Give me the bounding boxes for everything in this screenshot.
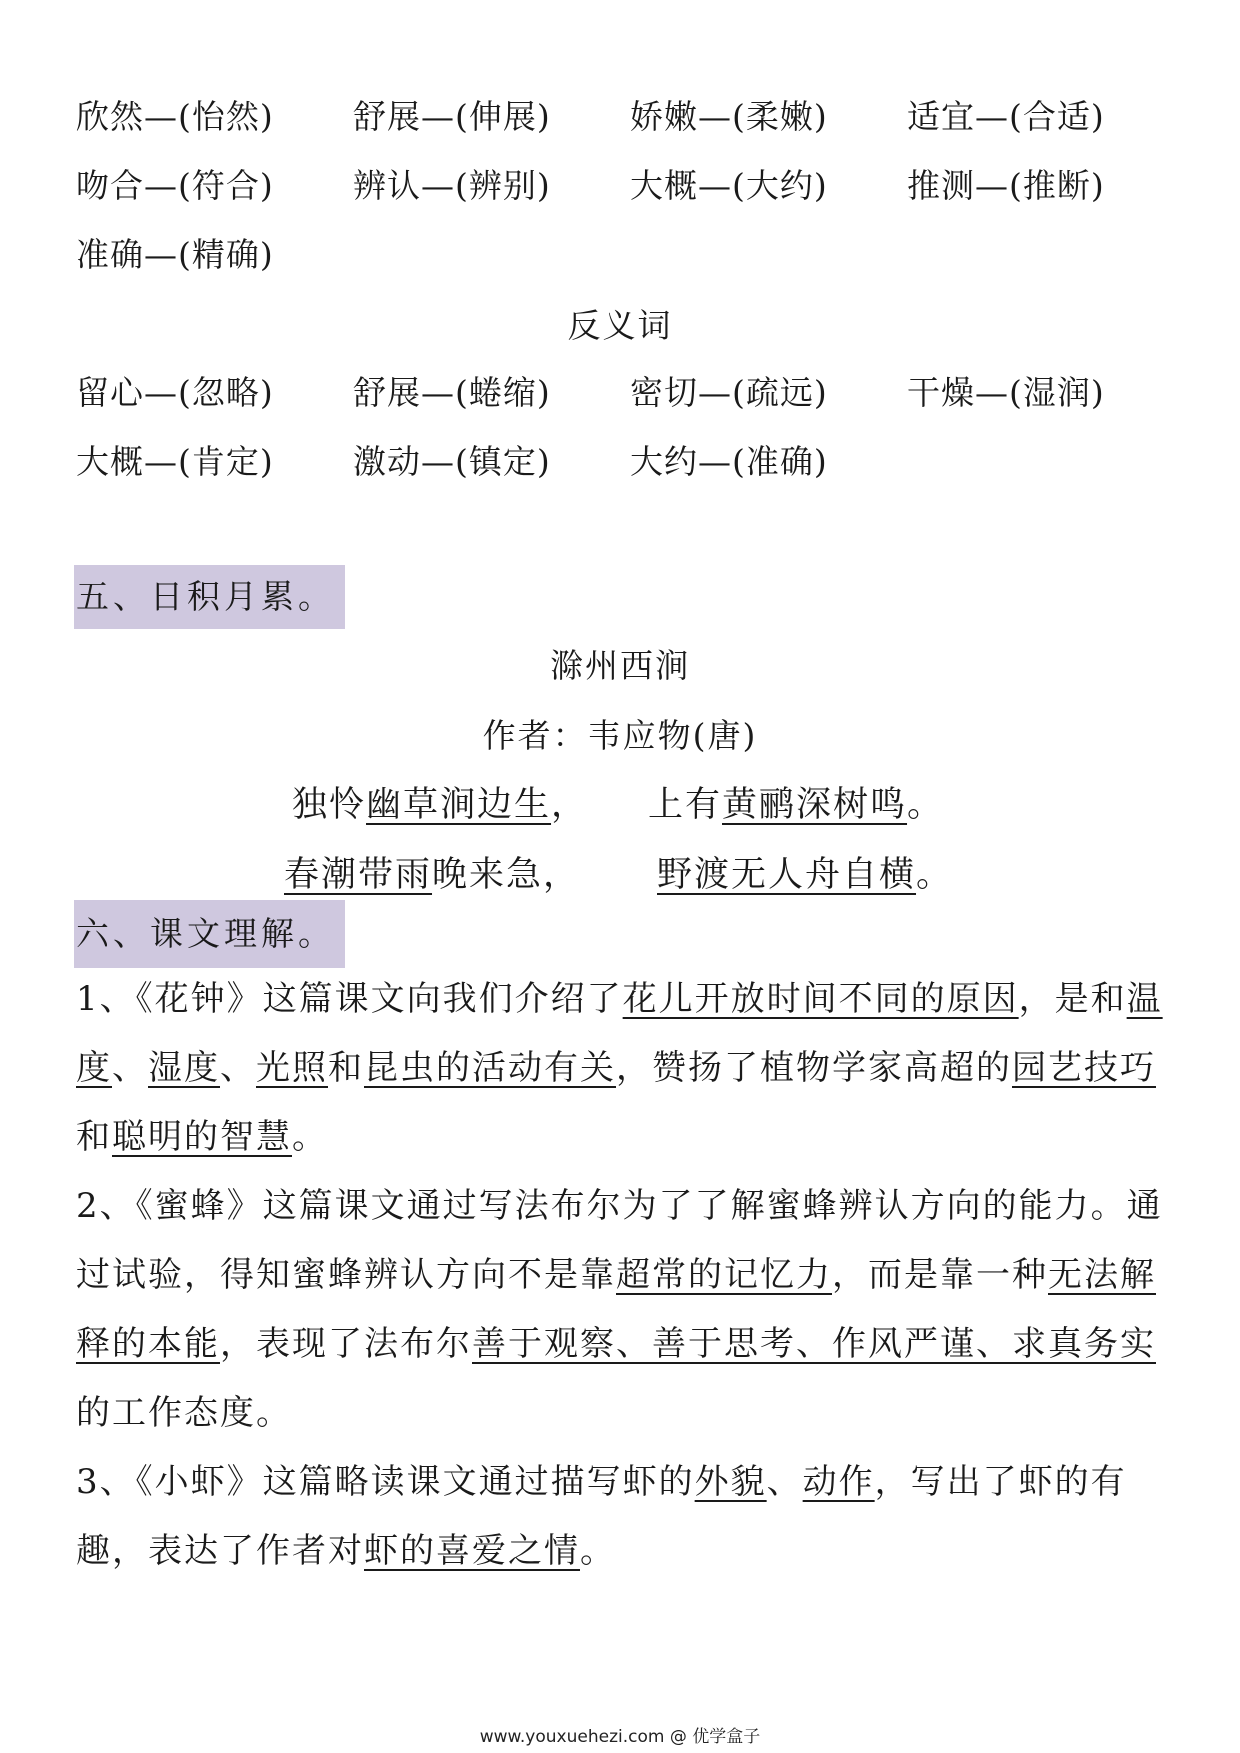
para-underlined: 温度	[76, 979, 1163, 1088]
section-5-heading: 五、日积月累。	[74, 565, 345, 629]
para-underlined: 光照	[256, 1048, 328, 1088]
para-underlined: 虾的喜爱之情	[364, 1531, 580, 1571]
poem-text: 独怜	[292, 785, 367, 825]
synonym-pair: 推测—(推断)	[907, 166, 1105, 205]
para-underlined: 花儿开放时间不同的原因	[622, 979, 1019, 1019]
para-text: ，而是靠一种	[832, 1255, 1048, 1295]
para-underlined: 无法解释的本能	[76, 1255, 1156, 1364]
poem-line-1b	[648, 780, 944, 830]
synonym-pair: 吻合—(符合)	[76, 166, 274, 205]
para-text: 的工作态度。	[76, 1393, 292, 1433]
footer-watermark: www.youxuehezi.com @ 优学盒子	[479, 1727, 761, 1747]
poem-underlined: 春潮带雨	[284, 855, 433, 895]
para-underlined: 湿度	[148, 1048, 220, 1088]
poem-line-2a	[284, 850, 580, 900]
synonym-pair: 大概—(大约)	[630, 166, 828, 205]
poem-underlined: 幽草涧边生	[366, 785, 552, 825]
para-text: 、	[766, 1462, 803, 1502]
paragraph-1	[76, 965, 1166, 1172]
antonym-list	[76, 358, 1176, 496]
para-underlined: 善于观察、善于思考、作风严谨、求真务实	[472, 1324, 1156, 1364]
poem-line-2b	[657, 850, 953, 900]
poem-text: 。	[916, 855, 954, 895]
antonym-pair: 大概—(肯定)	[76, 442, 274, 481]
poem-text: 。	[907, 785, 945, 825]
poem-underlined: 黄鹂深树鸣	[722, 785, 908, 825]
para-text: 。	[292, 1117, 328, 1157]
para-text: 3、《小虾》这篇略读课文通过描写虾的	[76, 1462, 695, 1502]
poem-title: 滁州西涧	[550, 646, 690, 685]
para-text: 和	[76, 1117, 112, 1157]
para-text: 2、《蜜蜂》这篇课文通过写法布尔为了了解蜜蜂辨认方向的能力。通过试验，得知蜜蜂辨认方向不是靠	[76, 1186, 1163, 1295]
antonym-pair: 留心—(忽略)	[76, 373, 274, 412]
para-text: 1、《花钟》这篇课文向我们介绍了	[76, 979, 623, 1019]
para-text: ，表现了法布尔	[220, 1324, 472, 1364]
para-text: 和	[328, 1048, 364, 1088]
para-underlined: 园艺技巧	[1012, 1048, 1156, 1088]
antonym-pair: 激动—(镇定)	[353, 442, 551, 481]
para-underlined: 动作	[802, 1462, 875, 1502]
poem-underlined: 野渡无人舟自横	[657, 855, 917, 895]
para-underlined: 昆虫的活动有关	[364, 1048, 616, 1088]
para-text: ，赞扬了植物学家高超的	[616, 1048, 1012, 1088]
poem-text: 上有	[648, 785, 723, 825]
synonym-pair: 舒展—(伸展)	[353, 97, 551, 136]
poem-author: 作者：韦应物(唐)	[482, 716, 758, 755]
paragraph-3	[76, 1448, 1166, 1586]
poem-text: ，	[551, 785, 589, 825]
para-underlined: 外貌	[694, 1462, 767, 1502]
synonym-list	[76, 82, 1176, 289]
section-6-heading: 六、课文理解。	[74, 900, 345, 968]
paragraph-2	[76, 1172, 1166, 1448]
poem-text: 晚来急，	[432, 855, 581, 895]
synonym-pair: 准确—(精确)	[76, 235, 274, 274]
para-text: ，是和	[1018, 979, 1127, 1019]
para-text: 。	[580, 1531, 616, 1571]
synonym-pair: 辨认—(辨别)	[353, 166, 551, 205]
antonym-pair: 密切—(疏远)	[630, 373, 828, 412]
para-text: 、	[112, 1048, 148, 1088]
synonym-pair: 娇嫩—(柔嫩)	[630, 97, 828, 136]
synonym-pair: 欣然—(怡然)	[76, 97, 274, 136]
antonym-pair: 大约—(准确)	[630, 442, 828, 481]
para-underlined: 聪明的智慧	[112, 1117, 292, 1157]
antonym-pair: 舒展—(蜷缩)	[353, 373, 551, 412]
para-text: ，写出了虾的有趣，表达了作者对	[76, 1462, 1127, 1571]
para-text: 、	[220, 1048, 256, 1088]
poem-line-1a	[292, 780, 588, 830]
antonym-pair: 干燥—(湿润)	[907, 373, 1105, 412]
para-underlined: 超常的记忆力	[616, 1255, 832, 1295]
antonyms-title: 反义词	[567, 306, 673, 345]
synonym-pair: 适宜—(合适)	[907, 97, 1105, 136]
